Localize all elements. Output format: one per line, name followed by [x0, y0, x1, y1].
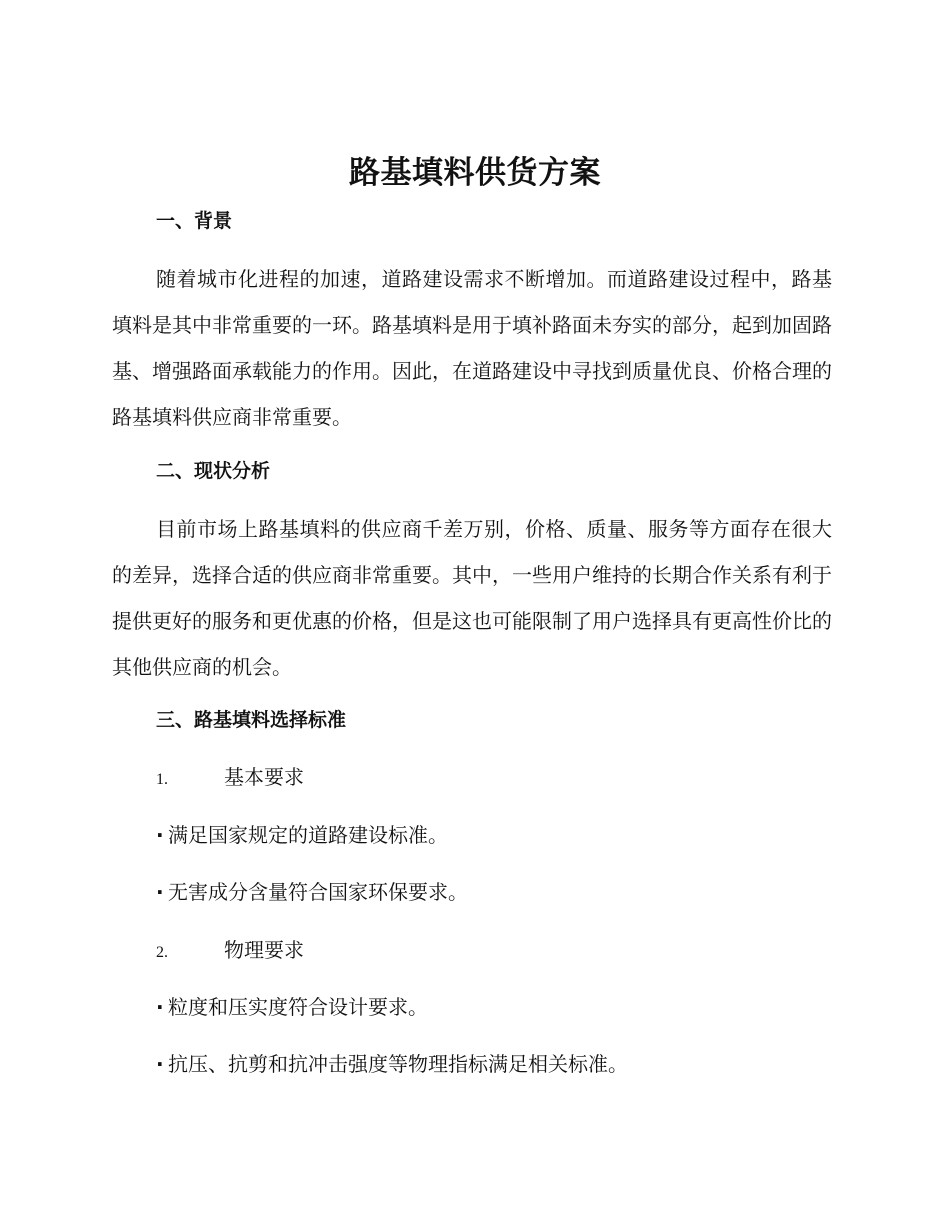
- bullet-text: 无害成分含量符合国家环保要求。: [168, 880, 468, 904]
- bullet-text: 满足国家规定的道路建设标准。: [168, 823, 448, 847]
- bullet-item: [156, 1049, 628, 1079]
- section-paragraph-background: 随着城市化进程的加速，道路建设需求不断增加。而道路建设过程中，路基填料是其中非常重要的一环。路基填料是用于填补路面未夯实的部分，起到加固路基、增强路面承载能力的作用。因此，在道路建设中寻找到质量优良、价格合理的路基填料供应商非常重要。: [112, 267, 832, 429]
- bullet-dot-icon: ·: [156, 823, 164, 847]
- section-paragraph-status-analysis: 目前市场上路基填料的供应商千差万别，价格、质量、服务等方面存在很大的差异，选择合适的供应商非常重要。其中，一些用户维持的长期合作关系有利于提供更好的服务和更优惠的价格，但是这也可能限制了用户选择具有更高性价比的其他供应商的机会。: [112, 517, 832, 679]
- item-label: 物理要求: [224, 938, 304, 962]
- item-number: 1.: [156, 771, 168, 788]
- item-label: 基本要求: [224, 765, 304, 789]
- bullet-item: [156, 992, 428, 1022]
- item-number: 2.: [156, 944, 168, 961]
- section-heading-status-analysis: 二、现状分析: [156, 460, 271, 482]
- section-heading-background: 一、背景: [156, 210, 233, 232]
- bullet-dot-icon: ·: [156, 995, 164, 1019]
- section-heading-selection-criteria: 三、路基填料选择标准: [156, 709, 347, 731]
- bullet-dot-icon: ·: [156, 880, 164, 904]
- bullet-text: 粒度和压实度符合设计要求。: [168, 995, 428, 1019]
- numbered-item-basic-requirements: [156, 762, 304, 795]
- bullet-item: [156, 820, 448, 850]
- bullet-item: [156, 877, 468, 907]
- numbered-item-physical-requirements: [156, 935, 304, 968]
- bullet-text: 抗压、抗剪和抗冲击强度等物理指标满足相关标准。: [168, 1052, 628, 1076]
- document-title: 路基填料供货方案: [349, 155, 601, 191]
- bullet-dot-icon: ·: [156, 1052, 164, 1076]
